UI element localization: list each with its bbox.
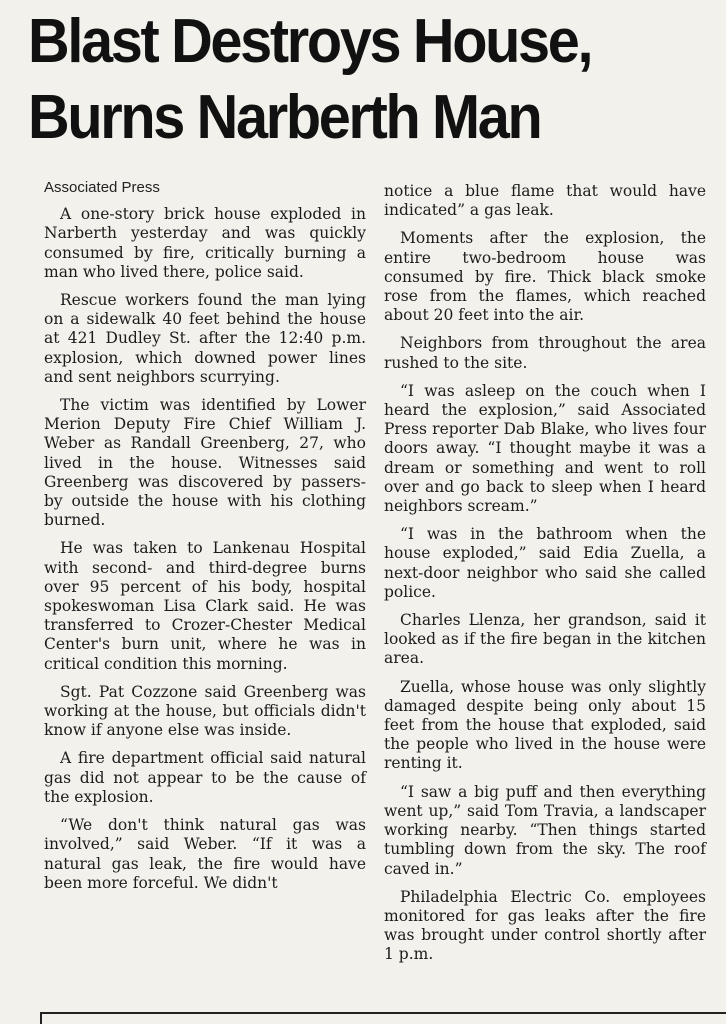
paragraph: “We don't think natural gas was involved,” said Weber. “If it was a natural gas leak, the fire would have been more forceful. We didn't	[44, 816, 366, 892]
paragraph: “I saw a big puff and then everything went up,” said Tom Travia, a landscaper working nearby. “Then things started tumbling down from the sky. The roof caved in.”	[384, 782, 706, 878]
headline-line-2: Burns Narberth Man	[28, 83, 541, 152]
paragraph: Rescue workers found the man lying on a sidewalk 40 feet behind the house at 421 Dudley St. after the 12:40 p.m. explosion, which downed power lines and sent neighbors scurrying.	[44, 291, 366, 386]
paragraph: “I was in the bathroom when the house exploded,” said Edia Zuella, a next-door neighbor who said she called police.	[384, 525, 706, 601]
paragraph: Neighbors from throughout the area rushed to the site.	[384, 334, 706, 372]
paragraph: The victim was identified by Lower Merion Deputy Fire Chief William J. Weber as Randall Greenberg, 27, who lived in the house. Witnesses said Greenberg was discovered by passers-by outside the house with his clothing burned.	[44, 396, 366, 530]
paragraph: Sgt. Pat Cozzone said Greenberg was working at the house, but officials didn't know if anyone else was inside.	[44, 682, 366, 740]
paragraph: “I was asleep on the couch when I heard the explosion,” said Associated Press reporter Dab Blake, who lives four doors away. “I thought maybe it was a dream or something and went to roll over and go back to sleep when I heard neighbors scream.”	[384, 381, 706, 516]
paragraph: A one-story brick house exploded in Narberth yesterday and was quickly consumed by fire, critically burning a man who lived there, police said.	[44, 205, 366, 281]
paragraph: Moments after the explosion, the entire two-bedroom house was consumed by fire. Thick black smoke rose from the flames, which reached about 20 feet into the air.	[384, 229, 706, 325]
article-column-right	[384, 182, 706, 974]
headline-line-1: Blast Destroys House,	[28, 7, 592, 76]
paragraph: He was taken to Lankenau Hospital with second- and third-degree burns over 95 percent of his body, hospital spokeswoman Lisa Clark said. He was transferred to Crozer-Chester Medical Center's burn unit, where he was in critical condition this morning.	[44, 539, 366, 673]
paragraph: Zuella, whose house was only slightly damaged despite being only about 15 feet from the house that exploded, said the people who lived in the house were renting it.	[384, 677, 706, 773]
bottom-border-rule	[40, 1012, 726, 1014]
byline: Associated Press	[44, 179, 160, 196]
bottom-border-corner	[40, 1012, 42, 1024]
paragraph-continuation: notice a blue flame that would have indicated” a gas leak.	[384, 182, 706, 220]
headline	[28, 4, 660, 156]
article-column-left	[44, 178, 366, 902]
paragraph: Charles Llenza, her grandson, said it looked as if the fire began in the kitchen area.	[384, 611, 706, 668]
paragraph: A fire department official said natural gas did not appear to be the cause of the explosion.	[44, 749, 366, 806]
paragraph: Philadelphia Electric Co. employees monitored for gas leaks after the fire was brought under control shortly after 1 p.m.	[384, 887, 706, 964]
